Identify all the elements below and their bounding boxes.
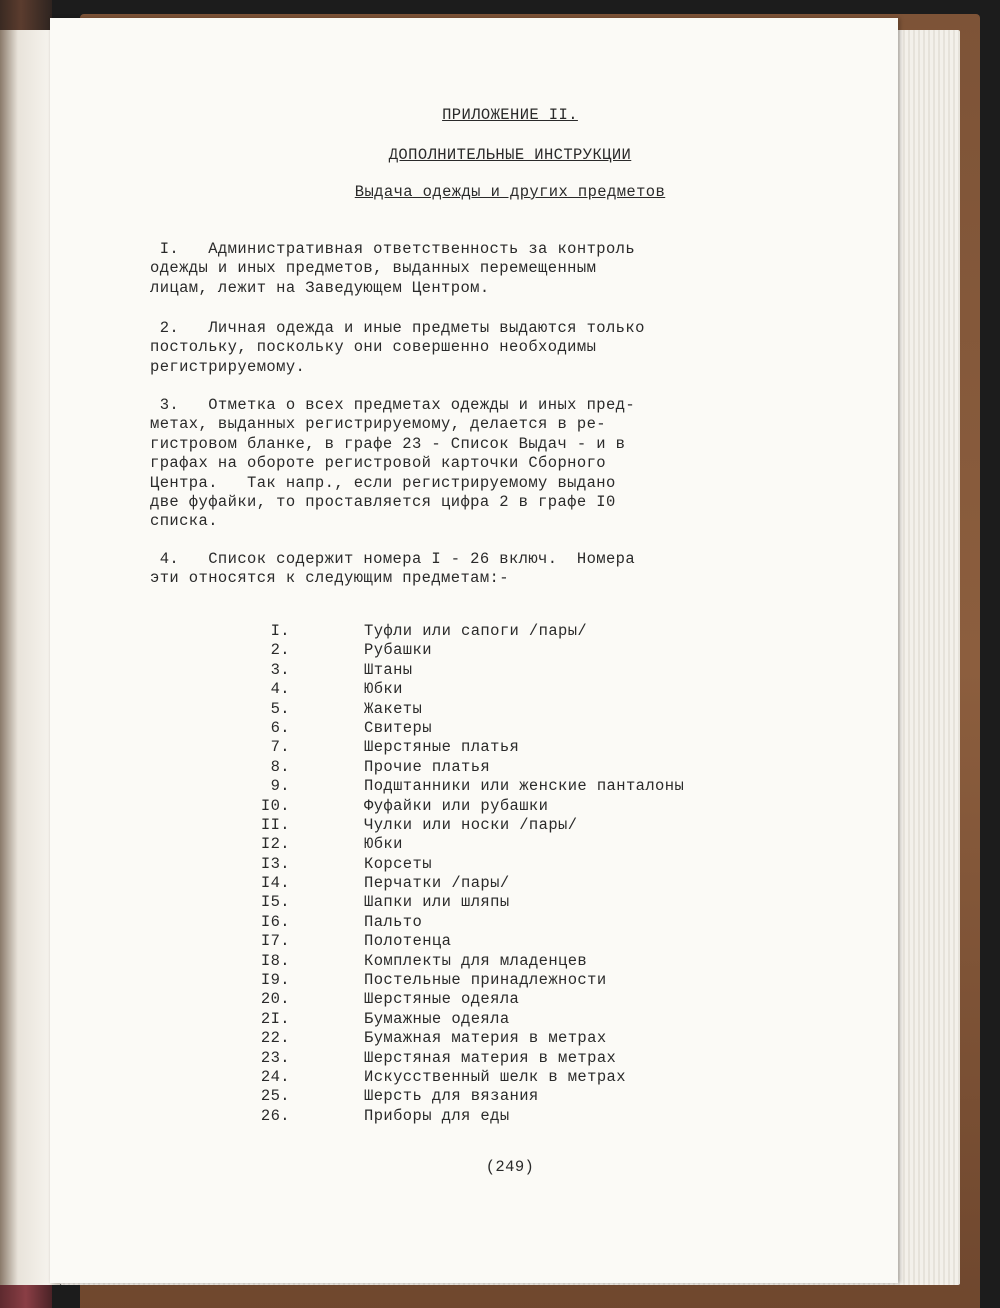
item-number: 8. <box>270 757 290 776</box>
item-text: Свитеры <box>364 718 432 737</box>
item-text: Пальто <box>364 912 423 931</box>
item-text: Туфли или сапоги /пары/ <box>364 622 588 640</box>
item-number: 20. <box>260 990 290 1009</box>
item-number: II. <box>260 815 290 834</box>
list-item <box>150 758 870 777</box>
item-number: I6. <box>260 912 290 931</box>
list-item <box>150 971 870 990</box>
item-text: Фуфайки или рубашки <box>364 796 549 815</box>
item-text: Приборы для еды <box>364 1106 510 1125</box>
item-number: I0. <box>260 796 290 815</box>
item-text: Шерстяная материя в метрах <box>364 1048 617 1067</box>
list-item <box>150 990 870 1009</box>
list-item <box>150 913 870 932</box>
item-number: 3. <box>270 660 290 679</box>
item-number: I5. <box>260 893 290 912</box>
item-number: 2I. <box>260 1009 290 1028</box>
item-number: I2. <box>260 835 290 854</box>
list-item <box>150 622 870 641</box>
item-text: Перчатки /пары/ <box>364 874 510 893</box>
item-text: Рубашки <box>364 641 432 660</box>
list-item <box>150 835 870 854</box>
page-number: (249) <box>485 1158 535 1176</box>
list-item <box>150 1010 870 1029</box>
item-number: 25. <box>260 1087 290 1106</box>
item-number: 2. <box>270 641 290 660</box>
list-item <box>150 874 870 893</box>
item-text: Корсеты <box>364 854 432 873</box>
paragraph-2: 2. Личная одежда и иные предметы выдаются только постольку, поскольку они совершенно необходимы регистрируемому. <box>150 319 645 376</box>
item-number: 9. <box>270 777 290 796</box>
list-item <box>150 1049 870 1068</box>
item-text: Шапки или шляпы <box>364 893 510 912</box>
item-text: Жакеты <box>364 699 423 718</box>
item-text: Юбки <box>364 835 403 854</box>
subsection-title: Выдача одежды и других предметов <box>354 183 666 201</box>
list-item <box>150 719 870 738</box>
list-item <box>150 893 870 912</box>
item-text: Постельные принадлежности <box>364 971 607 990</box>
list-item <box>150 816 870 835</box>
list-item <box>150 680 870 699</box>
list-item <box>150 1029 870 1048</box>
item-number: I9. <box>260 971 290 990</box>
list-item <box>150 700 870 719</box>
list-item <box>150 1107 870 1126</box>
list-item <box>150 738 870 757</box>
item-number: I7. <box>260 932 290 951</box>
item-number: 6. <box>270 718 290 737</box>
item-number: I8. <box>260 951 290 970</box>
list-item <box>150 952 870 971</box>
list-item <box>150 1068 870 1087</box>
item-number: 7. <box>270 738 290 757</box>
item-number: 4. <box>270 680 290 699</box>
document-page <box>50 18 898 1283</box>
item-number: 5. <box>270 699 290 718</box>
list-item <box>150 1087 870 1106</box>
item-number: 23. <box>260 1048 290 1067</box>
item-text: Чулки или носки /пары/ <box>364 815 578 834</box>
item-number: 26. <box>260 1106 290 1125</box>
item-text: Штаны <box>364 660 413 679</box>
item-text: Шерстяные платья <box>364 738 520 757</box>
list-item <box>150 777 870 796</box>
item-text: Искусственный шелк в метрах <box>364 1067 626 1086</box>
item-text: Подштанники или женские панталоны <box>364 777 685 796</box>
items-list <box>150 622 870 1126</box>
list-item <box>150 797 870 816</box>
item-text: Бумажная материя в метрах <box>364 1029 607 1048</box>
item-number: I4. <box>260 874 290 893</box>
item-text: Комплекты для младенцев <box>364 951 588 970</box>
item-text: Прочие платья <box>364 757 491 776</box>
item-number: 24. <box>260 1067 290 1086</box>
item-text: Полотенца <box>364 932 452 951</box>
appendix-title: ПРИЛОЖЕНИЕ II. <box>442 106 578 124</box>
list-item <box>150 641 870 660</box>
item-number: I. <box>270 622 290 640</box>
item-text: Бумажные одеяла <box>364 1009 510 1028</box>
paragraph-3: 3. Отметка о всех предметах одежды и иных пред- метах, выданных регистрируемому, делается в ре- гистровом бланке, в графе 23 - Список Выдач - и в графах на обороте регистровой карточки Сборного Центра. Так напр., если регистрируемому выдано две фуфайки, то проставляется цифра 2 в графе I0 списка. <box>150 396 636 531</box>
list-item <box>150 932 870 951</box>
item-text: Шерстяные одеяла <box>364 990 520 1009</box>
section-title: ДОПОЛНИТЕЛЬНЫЕ ИНСТРУКЦИИ <box>388 146 632 164</box>
paragraph-1: I. Административная ответственность за контроль одежды и иных предметов, выданных перемещенным лицам, лежит на Заведующем Центром. <box>150 240 636 297</box>
item-text: Шерсть для вязания <box>364 1087 539 1106</box>
list-item <box>150 855 870 874</box>
item-number: 22. <box>260 1029 290 1048</box>
item-text: Юбки <box>364 680 403 699</box>
paragraph-4: 4. Список содержит номера I - 26 включ. Номера эти относятся к следующим предметам:- <box>150 550 636 588</box>
item-number: I3. <box>260 854 290 873</box>
list-item <box>150 661 870 680</box>
